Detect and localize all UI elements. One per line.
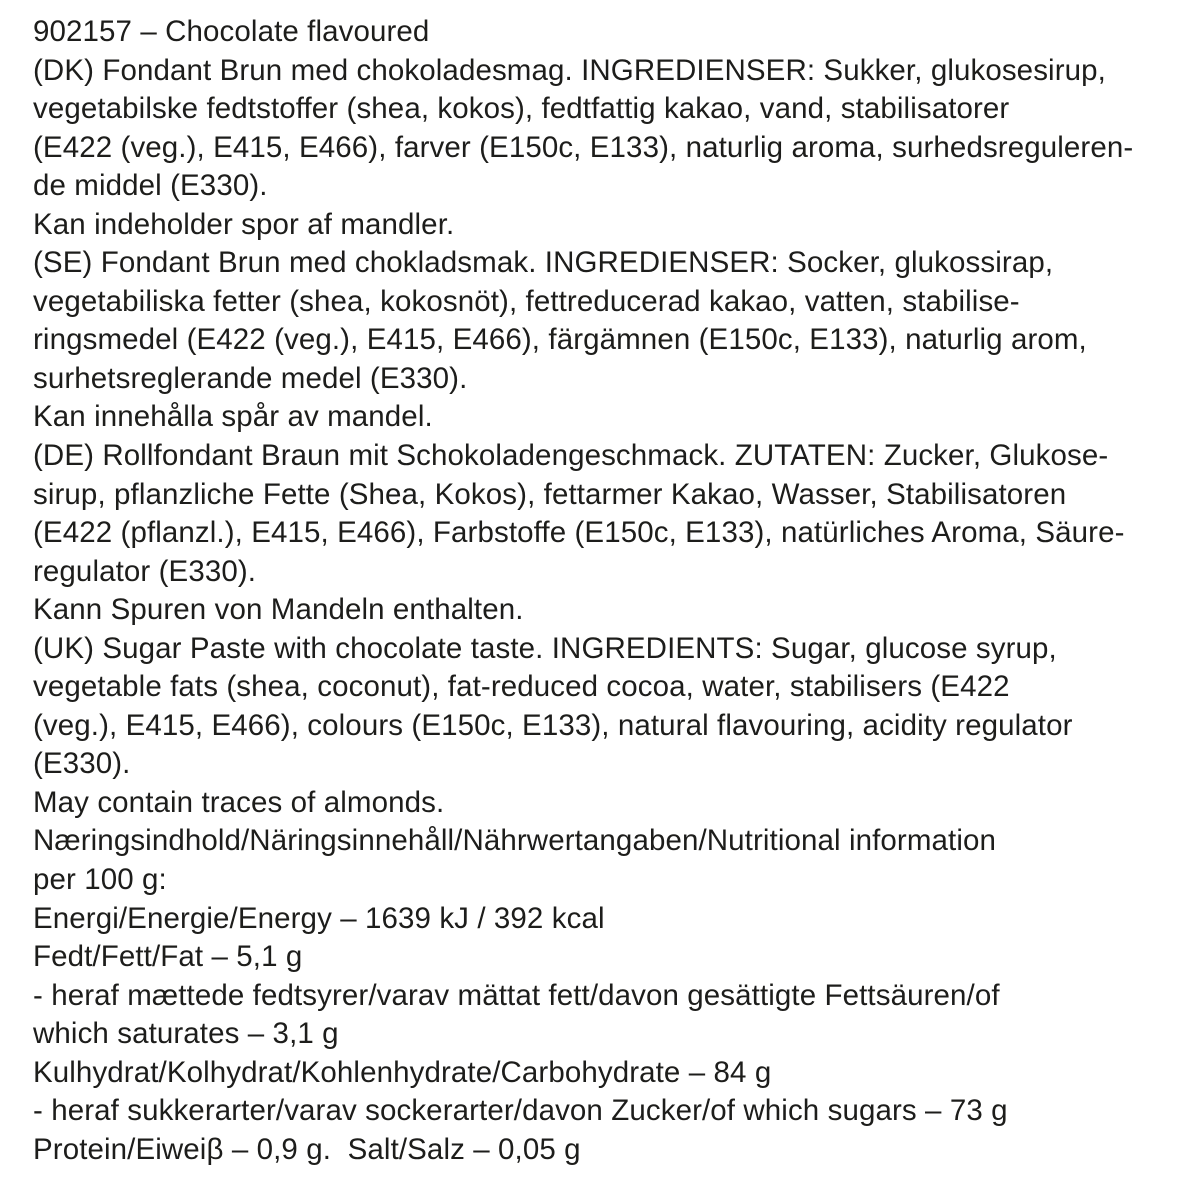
text-line: Protein/Eiweiβ – 0,9 g. Salt/Salz – 0,05 g xyxy=(33,1132,581,1166)
text-line: Kan indeholder spor af mandler. xyxy=(33,207,455,241)
text-line: (DE) Rollfondant Braun mit Schokoladengeschmack. ZUTATEN: Zucker, Glukose- xyxy=(33,439,1109,473)
text-line: (E422 (pflanzl.), E415, E466), Farbstoffe (E150c, E133), natürliches Aroma, Säure- xyxy=(33,516,1125,550)
text-line: Energi/Energie/Energy – 1639 kJ / 392 kcal xyxy=(33,901,605,935)
text-line: - heraf sukkerarter/varav sockerarter/davon Zucker/of which sugars – 73 g xyxy=(33,1094,1008,1128)
text-line: surhetsreglerande medel (E330). xyxy=(33,361,468,395)
text-line: Kann Spuren von Mandeln enthalten. xyxy=(33,593,524,627)
text-line: vegetable fats (shea, coconut), fat-reduced cocoa, water, stabilisers (E422 xyxy=(33,670,1010,704)
text-line: Kan innehålla spår av mandel. xyxy=(33,400,433,434)
text-line: (DK) Fondant Brun med chokoladesmag. INGREDIENSER: Sukker, glukosesirup, xyxy=(33,53,1106,87)
text-line: vegetabilske fedtstoffer (shea, kokos), fedtfattig kakao, vand, stabilisatorer xyxy=(33,92,1010,126)
text-line: Kulhydrat/Kolhydrat/Kohlenhydrate/Carbohydrate – 84 g xyxy=(33,1055,772,1089)
text-line: - heraf mættede fedtsyrer/varav mättat fett/davon gesättigte Fettsäuren/of xyxy=(33,978,1000,1012)
text-line: (SE) Fondant Brun med chokladsmak. INGREDIENSER: Socker, glukossirap, xyxy=(33,246,1054,280)
text-line: (E422 (veg.), E415, E466), farver (E150c, E133), naturlig aroma, surhedsreguleren- xyxy=(33,130,1134,164)
text-line: vegetabiliska fetter (shea, kokosnöt), fettreducerad kakao, vatten, stabilise- xyxy=(33,284,1020,318)
text-line: Fedt/Fett/Fat – 5,1 g xyxy=(33,940,303,974)
text-line: ringsmedel (E422 (veg.), E415, E466), färgämnen (E150c, E133), naturlig arom, xyxy=(33,323,1087,357)
text-line: May contain traces of almonds. xyxy=(33,785,445,819)
text-line: sirup, pflanzliche Fette (Shea, Kokos), fettarmer Kakao, Wasser, Stabilisatoren xyxy=(33,477,1067,511)
text-line: Næringsindhold/Näringsinnehåll/Nährwertangaben/Nutritional information xyxy=(33,824,996,858)
text-line: which saturates – 3,1 g xyxy=(33,1017,339,1051)
text-line: (UK) Sugar Paste with chocolate taste. INGREDIENTS: Sugar, glucose syrup, xyxy=(33,631,1057,665)
text-line: 902157 – Chocolate flavoured xyxy=(33,15,430,48)
text-line: per 100 g: xyxy=(33,863,167,897)
text-line: (veg.), E415, E466), colours (E150c, E133), natural flavouring, acidity regulator xyxy=(33,708,1073,742)
text-line: (E330). xyxy=(33,747,131,781)
text-line: regulator (E330). xyxy=(33,554,257,588)
text-line: de middel (E330). xyxy=(33,169,268,203)
